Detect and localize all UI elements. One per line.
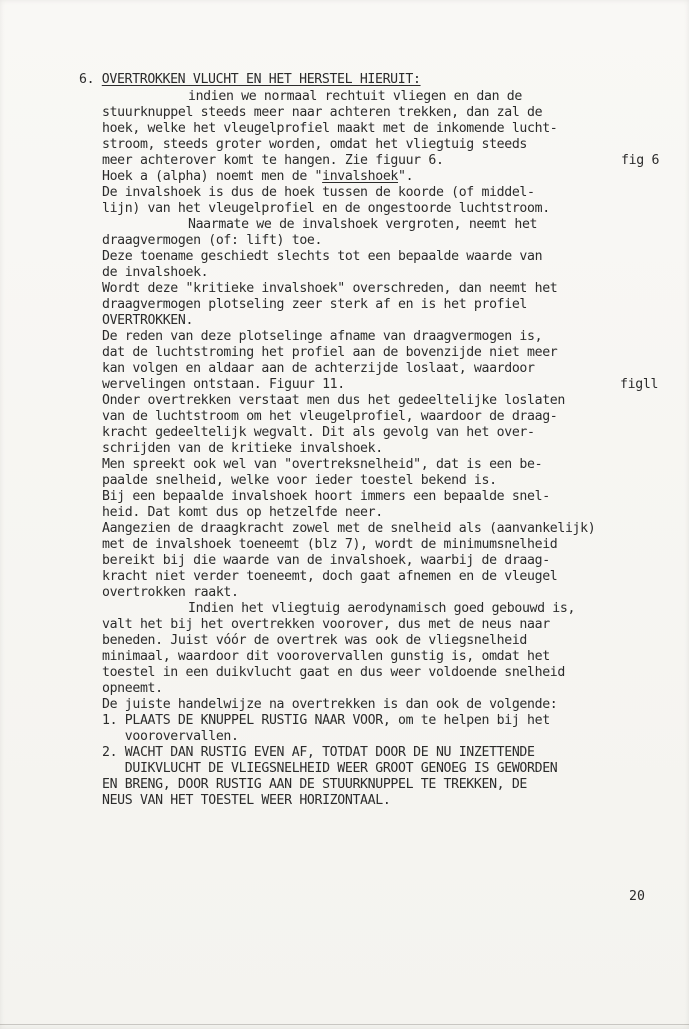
text-line: minimaal, waardoor dit voorovervallen gunstig is, omdat het [102,649,550,664]
text-line: dat de luchtstroming het profiel aan de bovenzijde niet meer [102,345,558,360]
text-line: Men spreekt ook wel van "overtreksnelheid", dat is een be- [102,457,543,472]
text-line: draagvermogen plotseling zeer sterk af en is het profiel [102,297,528,312]
text-line: wervelingen ontstaan. Figuur 11. [102,377,345,392]
list-item-2: 2. WACHT DAN RUSTIG EVEN AF, TOTDAT DOOR DE NU INZETTENDE [102,745,535,760]
section-number: 6. [79,72,95,87]
text-line: de invalshoek. [102,265,209,280]
text-line: hoek, welke het vleugelprofiel maakt met de inkomende lucht- [102,121,558,136]
text-line: heid. Dat komt dus op hetzelfde neer. [102,505,383,520]
text-line: Aangezien de draagkracht zowel met de snelheid als (aanvankelijk) [102,521,596,536]
text-line: kracht niet verder toeneemt, doch gaat afnemen en de vleugel [102,569,558,584]
text-line: draagvermogen (of: lift) toe. [102,233,323,248]
text-line: De juiste handelwijze na overtrekken is dan ook de volgende: [102,697,558,712]
text-line: stroom, steeds groter worden, omdat het vliegtuig steeds [102,137,528,152]
text-line: Hoek a (alpha) noemt men de " [102,169,323,184]
text-line: voorovervallen. [102,729,239,744]
text-line: opneemt. [102,681,163,696]
text-line: De reden van deze plotselinge afname van draagvermogen is, [102,329,543,344]
text-line: kan volgen en aldaar aan de achterzijde loslaat, waardoor [102,361,535,376]
margin-note-fig6: fig 6 [621,153,660,168]
underlined-term: invalshoek [322,169,399,184]
text-line: De invalshoek is dus de hoek tussen de koorde (of middel- [102,185,535,200]
text-line: Wordt deze "kritieke invalshoek" overschreden, dan neemt het [102,281,558,296]
text-line: van de luchtstroom om het vleugelprofiel, waardoor de draag- [102,409,558,424]
text-line: overtrokken raakt. [102,585,239,600]
text-line-alpha [102,169,413,185]
text-line: meer achterover komt te hangen. Zie figuur 6. [102,153,444,168]
text-line: DUIKVLUCHT DE VLIEGSNELHEID WEER GROOT GENOEG IS GEWORDEN [102,761,558,776]
section-title: OVERTROKKEN VLUCHT EN HET HERSTEL HIERUIT: [101,72,421,87]
list-item-1: 1. PLAATS DE KNUPPEL RUSTIG NAAR VOOR, om te helpen bij het [102,713,550,728]
text-line: lijn) van het vleugelprofiel en de ongestoorde luchtstroom. [102,201,550,216]
text-line: Naarmate we de invalshoek vergroten, neemt het [188,217,538,232]
text-line: NEUS VAN HET TOESTEL WEER HORIZONTAAL. [102,793,391,808]
text-line: Deze toename geschiedt slechts tot een bepaalde waarde van [102,249,543,264]
text-line: paalde snelheid, welke voor ieder toestel bekend is. [102,473,497,488]
text-line: toestel in een duikvlucht gaat en dus weer voldoende snelheid [102,665,565,680]
text-line: stuurknuppel steeds meer naar achteren trekken, dan zal de [102,105,543,120]
text-line: OVERTROKKEN. [102,313,194,328]
text-line: kracht gedeeltelijk wegvalt. Dit als gevolg van het over- [102,425,535,440]
text-line-end: ". [398,169,414,184]
text-line: Indien het vliegtuig aerodynamisch goed gebouwd is, [188,601,576,616]
text-line: bereikt bij die waarde van de invalshoek, waarbij de draag- [102,553,550,568]
text-line: indien we normaal rechtuit vliegen en dan de [188,89,522,104]
page-bottom-edge [0,1024,689,1025]
text-line: Onder overtrekken verstaat men dus het gedeeltelijke loslaten [102,393,565,408]
text-line: valt het bij het overtrekken voorover, dus met de neus naar [102,617,550,632]
margin-note-fig11: figll [620,377,659,392]
text-line: beneden. Juist vóór de overtrek was ook de vliegsnelheid [102,633,528,648]
text-line: EN BRENG, DOOR RUSTIG AAN DE STUURKNUPPEL TE TREKKEN, DE [102,777,528,792]
section-heading [79,72,421,88]
page-number: 20 [629,889,645,904]
text-line: Bij een bepaalde invalshoek hoort immers een bepaalde snel- [102,489,550,504]
text-line: met de invalshoek toeneemt (blz 7), wordt de minimumsnelheid [102,537,558,552]
text-line: schrijden van de kritieke invalshoek. [102,441,383,456]
